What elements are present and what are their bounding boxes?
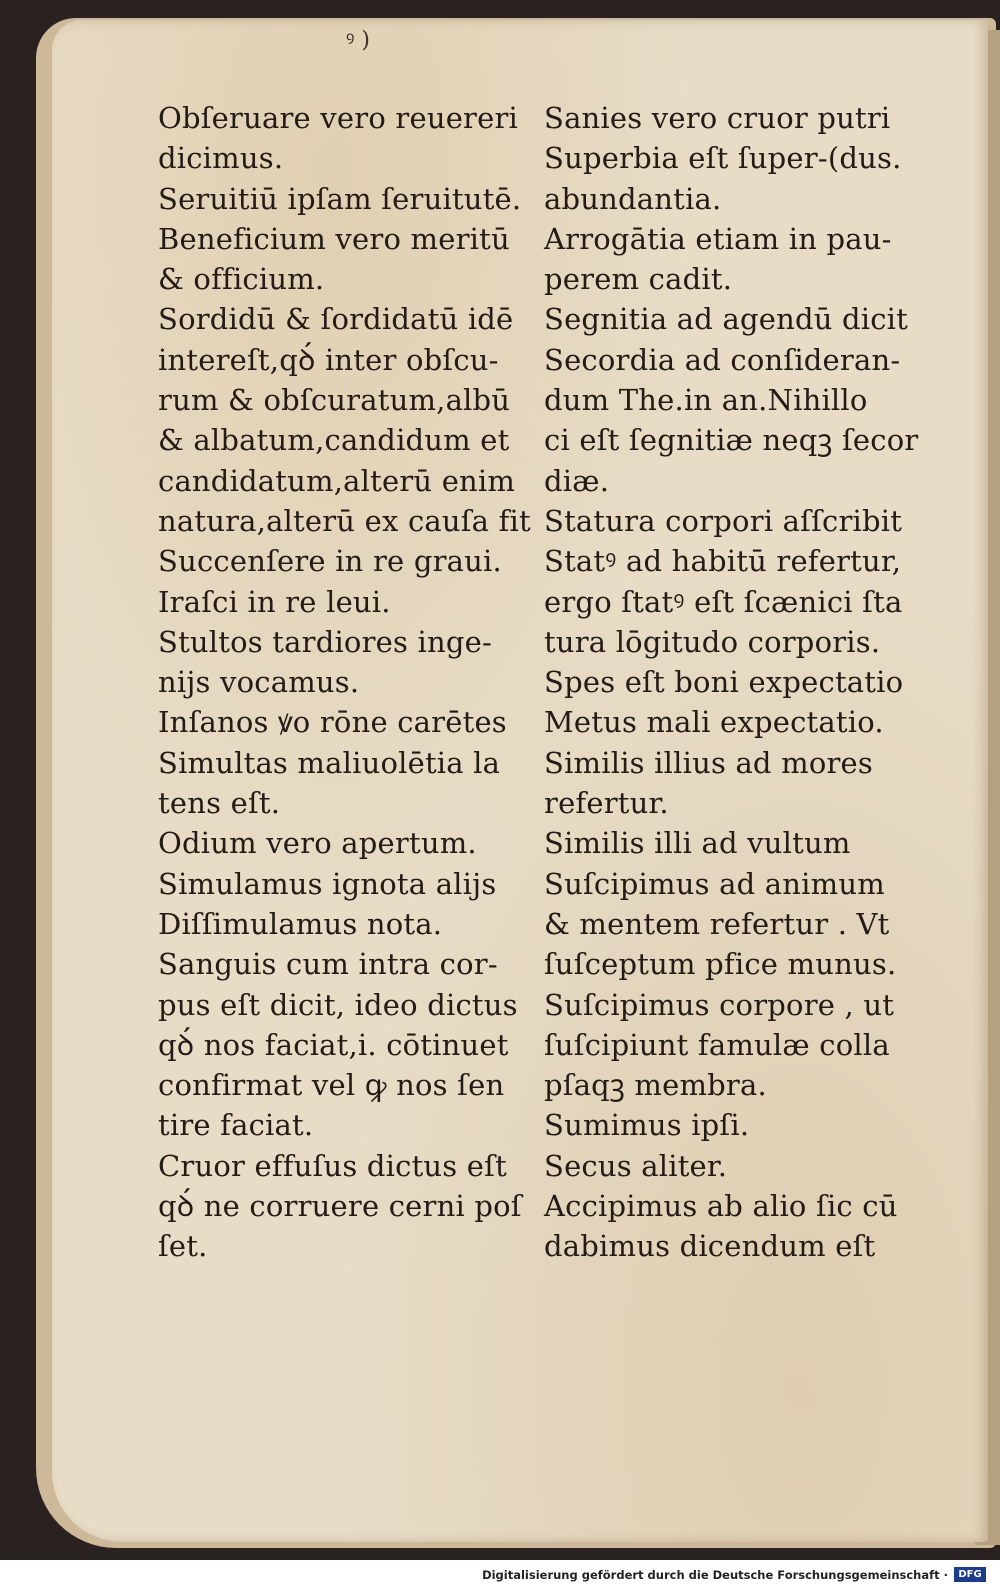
text-line: Seruitiū ipſam ſeruitutē. (158, 181, 522, 216)
text-line: Suſcipimus ad animum (544, 866, 885, 901)
text-line: Odium vero apertum. (158, 826, 477, 861)
text-line: Sanies vero cruor putri (544, 101, 891, 135)
text-line: perem cadit. (544, 262, 733, 297)
text-line: ſet. (158, 1229, 208, 1264)
text-line: tura lōgitudo corporis. (544, 624, 881, 659)
text-line: & albatum,candidum et (158, 423, 510, 458)
text-line: candidatum,alterū enim (158, 463, 516, 498)
text-line: Accipimus ab alio ſic cū (544, 1189, 898, 1224)
text-line: Spes eſt boni expectatio (544, 665, 904, 700)
text-line: Simultas maliuolētia la (158, 745, 501, 780)
text-line: Stultos tardiores inge‐ (158, 624, 492, 659)
text-line: ci eſt ſegnitiæ neqꝫ ſecor (544, 423, 919, 458)
text-line: Obſeruare vero reuereri (158, 101, 519, 135)
text-line: Iraſci in re leui. (158, 584, 391, 619)
text-line: refertur. (544, 786, 669, 821)
footer-bar (0, 1560, 1000, 1591)
text-line: Simulamus ignota alijs (158, 866, 497, 901)
text-line: ſuſceptum pfice munus. (544, 947, 897, 982)
text-line: tens eſt. (158, 786, 281, 821)
text-line: confirmat vel ꝙ nos ſen (158, 1068, 505, 1103)
text-line: Diſſimulamus nota. (158, 906, 443, 941)
text-line: Sordidū & ſordidatū idē (158, 302, 514, 337)
text-line: Segnitia ad agendū dicit (544, 302, 909, 337)
funding-credit: Digitalisierung gefördert durch die Deutsche Forschungsgemeinschaft · (482, 1568, 948, 1582)
text-line: Arrogātia etiam in pau‐ (544, 221, 892, 256)
text-line: ergo ſtatꝰ eſt ſcænici ſta (544, 584, 903, 619)
text-line: dabimus dicendum eſt (544, 1229, 876, 1264)
text-line: pſaqꝫ membra. (544, 1068, 767, 1103)
text-line: Metus mali expectatio. (544, 705, 884, 740)
text-line: diæ. (544, 463, 610, 498)
text-line: Statura corpori aſſcribit (544, 503, 903, 538)
text-line: Succenſere in re graui. (158, 544, 502, 579)
text-line: nijs vocamus. (158, 665, 360, 700)
text-line: Superbia eſt ſuper‐(dus. (544, 141, 902, 176)
right-text-column (544, 98, 944, 1267)
text-line: abundantia. (544, 181, 722, 216)
text-line: Secordia ad conſideran‐ (544, 342, 901, 377)
left-text-column (158, 98, 548, 1267)
text-line: Inſanos ꝟo rōne carētes (158, 705, 507, 740)
text-line: intereſt,qꝺ́ inter obſcu‐ (158, 342, 499, 377)
text-line: Sumimus ipſi. (544, 1108, 750, 1143)
text-line: Sanguis cum intra cor‐ (158, 947, 498, 982)
text-line: dicimus. (158, 141, 284, 176)
text-line: qꝺ́ nos faciat,i. cōtinuet (158, 1027, 509, 1062)
text-line: & mentem refertur . Vt (544, 906, 890, 941)
text-line: qꝺ́ ne corruere cerni poſ (158, 1189, 522, 1224)
dfg-logo: DFG (954, 1567, 986, 1582)
text-line: Suſcipimus corpore , ut (544, 987, 895, 1022)
text-line: Beneficium vero meritū (158, 221, 510, 256)
text-line: dum The.in an.Nihillo (544, 383, 868, 418)
text-line: ſuſcipiunt famulæ colla (544, 1027, 890, 1062)
text-line: Similis illi ad vultum (544, 826, 851, 861)
page-top-mark: ꝰ ) (346, 28, 370, 53)
text-line: Statꝰ ad habitū refertur, (544, 544, 902, 579)
text-line: tire faciat. (158, 1108, 314, 1143)
text-line: natura,alterū ex cauſa fit (158, 503, 531, 538)
text-line: & officium. (158, 262, 325, 297)
text-line: Similis illius ad mores (544, 745, 873, 780)
text-line: Cruor effuſus dictus eſt (158, 1148, 507, 1183)
text-line: rum & obſcuratum,albū (158, 383, 511, 418)
text-line: Secus aliter. (544, 1148, 728, 1183)
text-line: pus eſt dicit, ideo dictus (158, 987, 518, 1022)
